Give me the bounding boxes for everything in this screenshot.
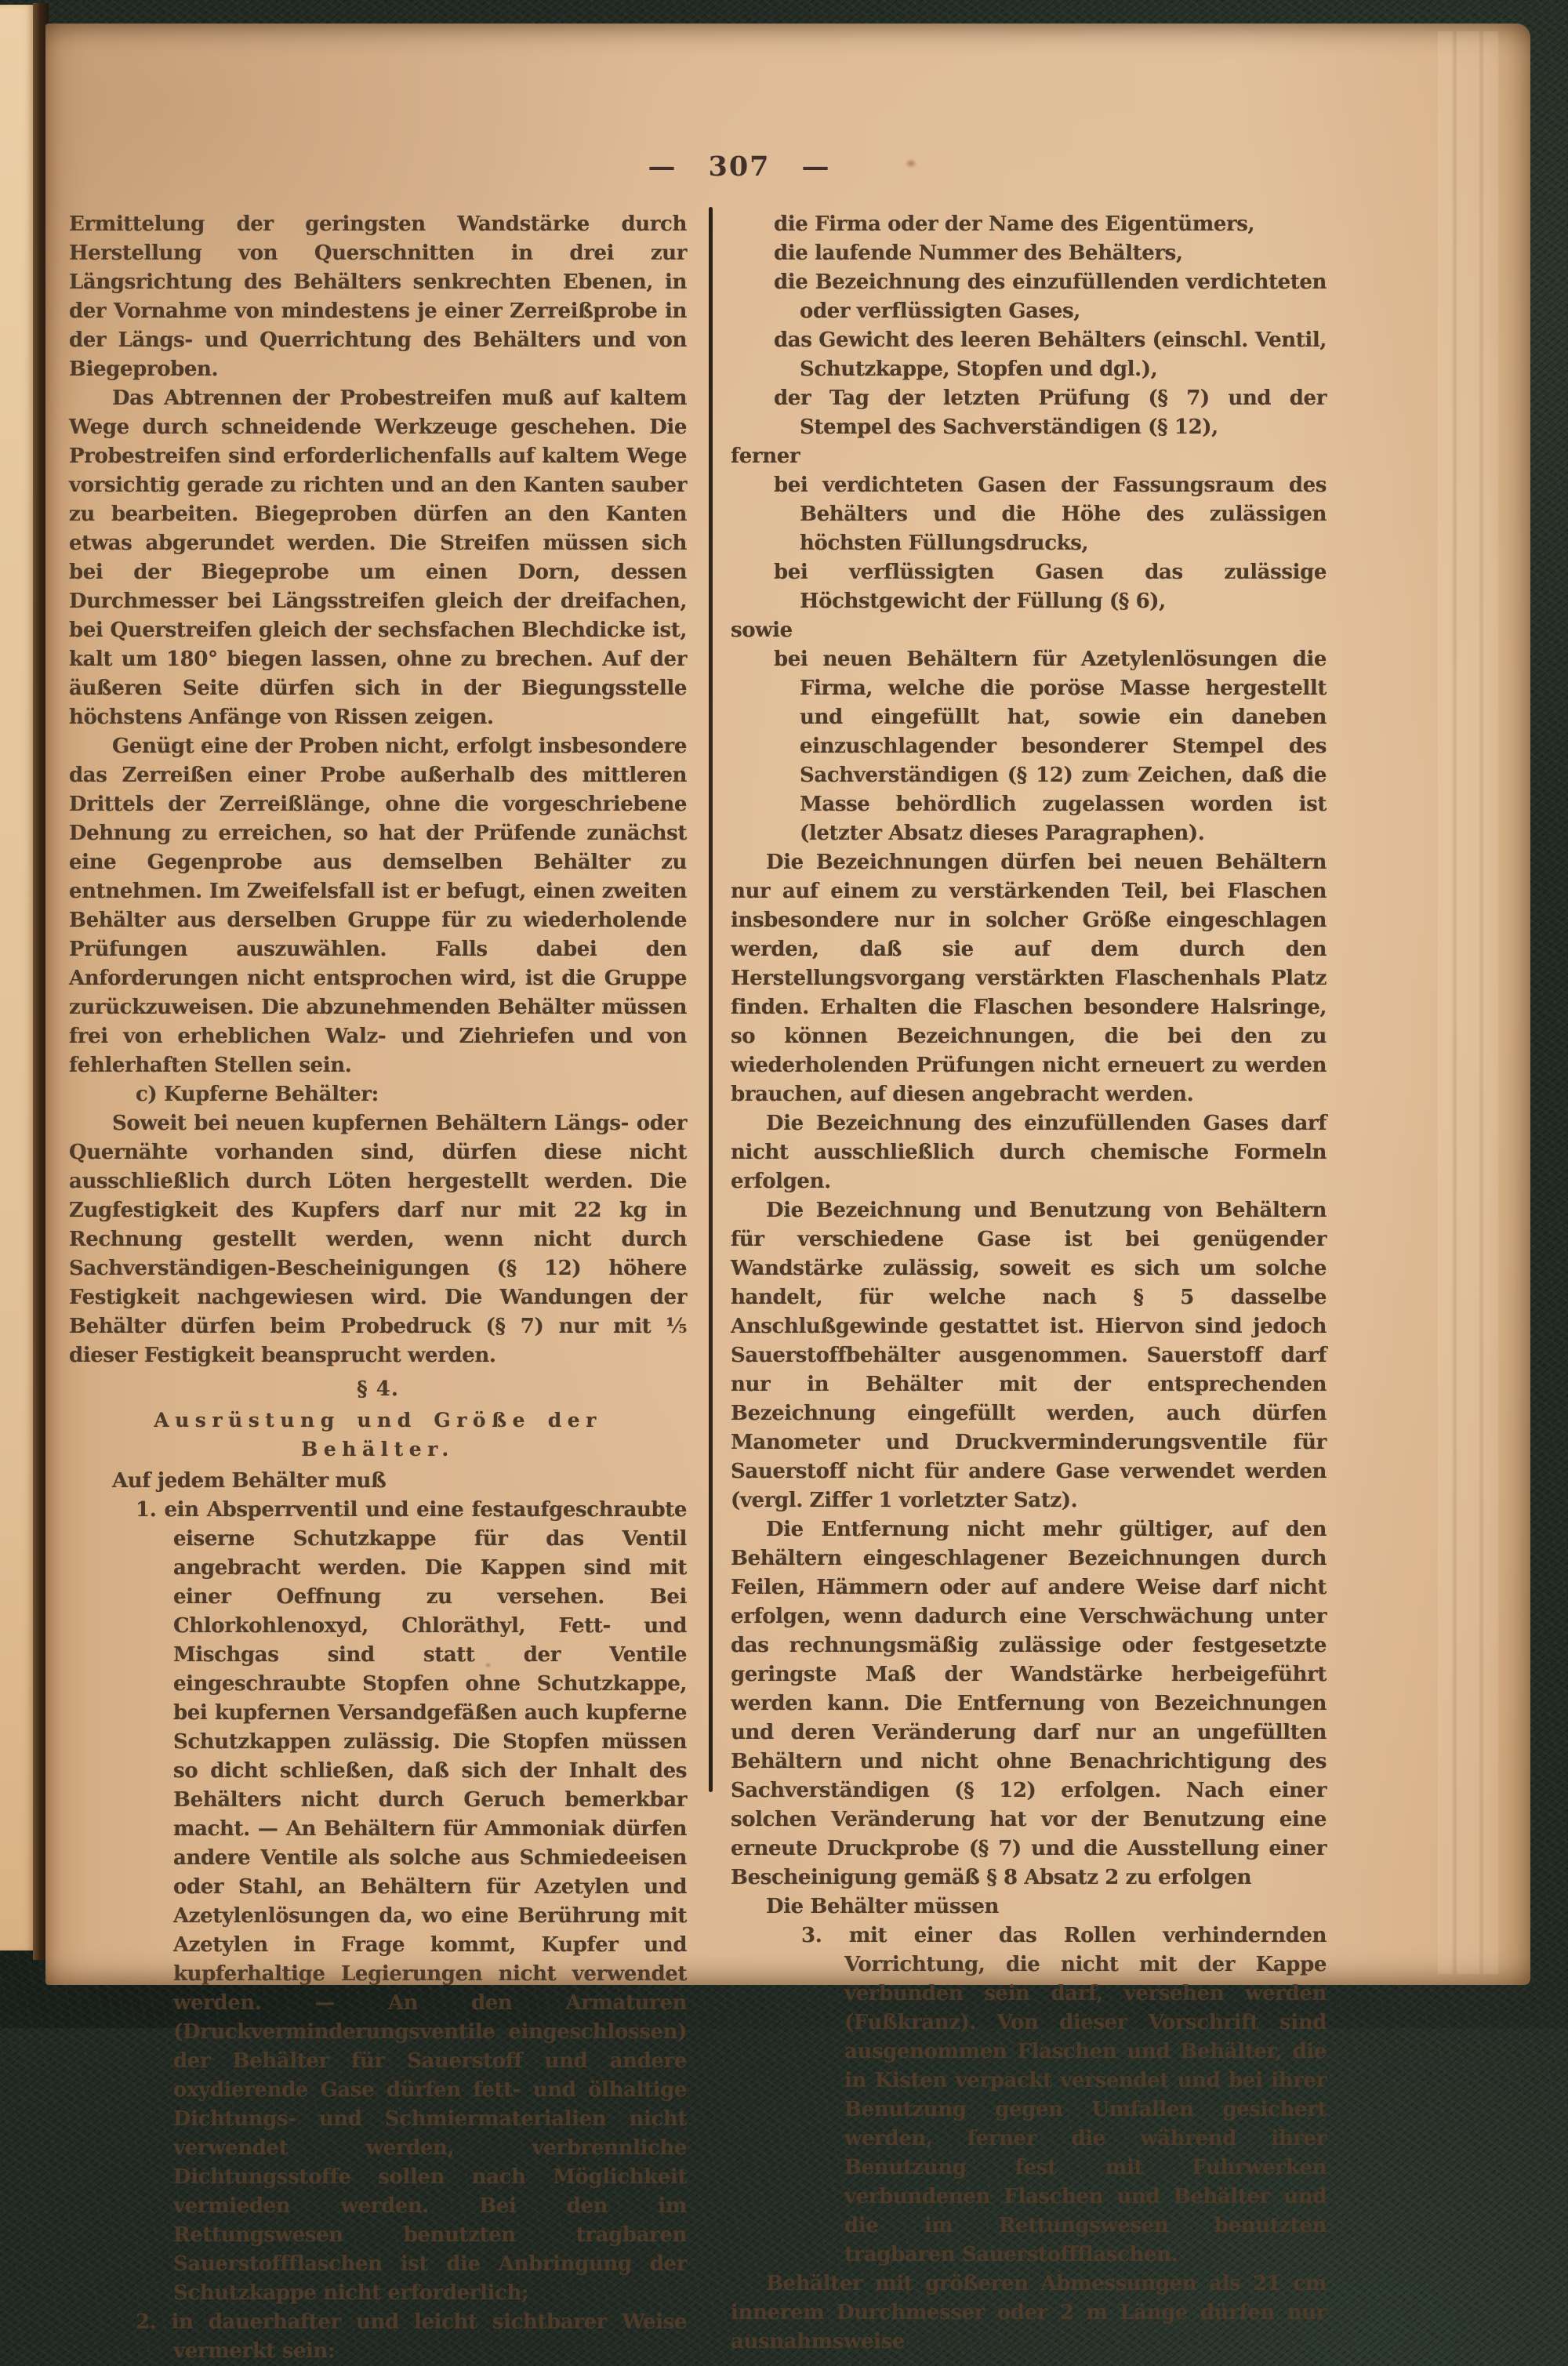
paragraph: Die Behälter müssen xyxy=(766,1895,999,1918)
page-number-value: 307 xyxy=(708,151,771,183)
paragraph: Soweit bei neuen kupfernen Behältern Längs- oder Quernähte vorhanden sind, dürfen diese nicht ausschließlich durch Löten hergestellt werden. Die Zugfestigkeit des Kupfers darf nur mit 22 kg in Rechnung gestellt werden, wenn nicht durch Sachverständigen-Bescheinigungen (§ 12) höhere Festigkeit nachgewiesen wird. Die Wandungen der Behälter dürfen beim Probedruck (§ 7) nur mit ⅕ dieser Festigkeit beansprucht werden. xyxy=(69,1112,687,1367)
paragraph: Die Entfernung nicht mehr gültiger, auf den Behältern eingeschlagener Bezeichnungen durch Feilen, Hämmern oder auf andere Weise darf nicht erfolgen, wenn dadurch eine Verschwächung unter das rechnungsmäßig zulässige oder festgesetzte geringste Maß der Wandstärke herbeigeführt werden kann. Die Entfernung von Bezeichnungen und deren Veränderung darf nur an ungefüllten Behältern und nicht ohne Benachrichtigung des Sachverständigen (§ 12) erfolgen. Nach einer solchen Veränderung hat vor der Benutzung eine erneute Druckprobe (§ 7) und die Ausstellung einer Bescheinigung gemäß § 8 Absatz 2 zu erfolgen xyxy=(731,1518,1327,1889)
hanging-list-item: die Firma oder der Name des Eigentümers, xyxy=(774,212,1255,236)
hanging-list-item: die Bezeichnung des einzufüllenden verdichteten oder verflüssigten Gases, xyxy=(774,270,1327,323)
left-column xyxy=(69,210,687,2366)
paragraph: Die Bezeichnung des einzufüllenden Gases darf nicht ausschließlich durch chemische Formeln erfolgen. xyxy=(731,1112,1327,1193)
paragraph: Genügt eine der Proben nicht, erfolgt insbesondere das Zerreißen einer Probe außerhalb des mittleren Drittels der Zerreißlänge, ohne die vorgeschriebene Dehnung zu erreichen, so hat der Prüfende zunächst eine Gegenprobe aus demselben Behälter zu entnehmen. Im Zweifelsfall ist er befugt, einen zweiten Behälter aus derselben Gruppe für zu wiederholende Prüfungen auszuwählen. Falls dabei den Anforderungen nicht entsprochen wird, ist die Gruppe zurückzuweisen. Die abzunehmenden Behälter müssen frei von erheblichen Walz- und Ziehriefen und von fehlerhaften Stellen sein. xyxy=(69,735,687,1077)
paragraph: Die Bezeichnung und Benutzung von Behältern für verschiedene Gase ist bei genügender Wandstärke zulässig, soweit es sich um solche handelt, für welche nach § 5 dasselbe Anschlußgewinde gestattet ist. Hiervon sind jedoch Sauerstoffbehälter ausgenommen. Sauerstoff darf nur in Behälter mit der entsprechenden Bezeichnung eingefüllt werden, auch dürfen Manometer und Druckverminderungsventile für Sauerstoff nicht für andere Gase verwendet werden (vergl. Ziffer 1 vorletzter Satz). xyxy=(731,1199,1327,1512)
hanging-list-item: bei verflüssigten Gasen das zulässige Höchstgewicht der Füllung (§ 6), xyxy=(774,561,1327,613)
connector-word: ferner xyxy=(731,445,800,468)
paragraph: Das Abtrennen der Probestreifen muß auf kaltem Wege durch schneidende Werkzeuge geschehen. Die Probestreifen sind erforderlichenfalls auf kaltem Wege vorsichtig gerade zu richten und an den Kanten sauber zu bearbeiten. Biegeproben dürfen an den Kanten etwas abgerundet werden. Die Streifen müssen sich bei der Biegeprobe um einen Dorn, dessen Durchmesser bei Längsstreifen gleich der dreifachen, bei Querstreifen gleich der sechsfachen Blechdicke ist, kalt um 180° biegen lassen, ohne zu brechen. Auf der äußeren Seite dürfen sich in der Biegungsstelle höchstens Anfänge von Rissen zeigen. xyxy=(69,386,687,729)
hanging-list-item: der Tag der letzten Prüfung (§ 7) und der Stempel des Sachverständigen (§ 12), xyxy=(774,386,1327,439)
paragraph-continuation: Ermittelung der geringsten Wandstärke durch Herstellung von Querschnitten in drei zur Längsrichtung des Behälters senkrechten Ebenen, in der Vornahme von mindestens je einer Zerreißprobe in der Längs- und Querrichtung des Behälters und von Biegeproben. xyxy=(69,212,687,381)
page-number-dash-left: — xyxy=(648,151,677,183)
section-number: § 4. xyxy=(357,1377,399,1401)
book-page xyxy=(45,24,1530,2363)
hanging-list-item: bei verdichteten Gasen der Fassungsraum des Behälters und die Höhe des zulässigen höchsten Füllungsdrucks, xyxy=(774,474,1327,555)
hanging-list-item: das Gewicht des leeren Behälters (einschl. Ventil, Schutzkappe, Stopfen und dgl.), xyxy=(774,328,1327,381)
paragraph: Behälter mit größeren Abmessungen als 21 cm innerem Durchmesser oder 2 m Länge dürfen nur ausnahmsweise xyxy=(731,2272,1327,2353)
numbered-list-item: 3. mit einer das Rollen verhindernden Vorrichtung, die nicht mit der Kappe verbunden sein darf, versehen werden (Fußkranz). Von dieser Vorschrift sind ausgenommen Flaschen und Behälter, die in Kisten verpackt versendet und bei ihrer Benutzung gegen Umfallen gesichert werden, ferner die während ihrer Benutzung fest mit Fuhrwerken verbundenen Flaschen und Behälter und die im Rettungswesen benutzten tragbaren Sauerstoffflaschen. xyxy=(801,1924,1327,2266)
right-column xyxy=(731,210,1327,2357)
page-number-dash-right: — xyxy=(801,151,831,183)
hanging-list-item: die laufende Nummer des Behälters, xyxy=(774,241,1183,265)
connector-word: sowie xyxy=(731,619,793,642)
sub-item-label: c) Kupferne Behälter: xyxy=(136,1083,379,1106)
page-number xyxy=(81,151,1398,183)
page-edge-creases xyxy=(1438,31,1510,1974)
section-heading: Ausrüstung und Größe der Behälter. xyxy=(154,1409,602,1461)
paragraph: Auf jedem Behälter muß xyxy=(112,1469,387,1493)
paragraph: Die Bezeichnungen dürfen bei neuen Behältern nur auf einem zu verstärkenden Teil, bei Flaschen insbesondere nur in solcher Größe eingeschlagen werden, daß sie auf dem durch den Herstellungsvorgang verstärkten Flaschenhals Platz finden. Erhalten die Flaschen besondere Halsringe, so können Bezeichnungen, die bei den zu wiederholenden Prüfungen nicht erneuert zu werden brauchen, auf diesen angebracht werden. xyxy=(731,851,1327,1106)
numbered-list-item: 2. in dauerhafter und leicht sichtbarer Weise vermerkt sein: xyxy=(136,2310,687,2363)
hanging-list-item: bei neuen Behältern für Azetylenlösungen die Firma, welche die poröse Masse hergestellt und eingefüllt hat, sowie ein daneben einzuschlagender besonderer Stempel des Sachverständigen (§ 12) zum Zeichen, daß die Masse behördlich zugelassen worden ist (letzter Absatz dieses Paragraphen). xyxy=(774,648,1327,845)
page-stack-edge xyxy=(0,5,34,1950)
column-divider xyxy=(709,207,713,1792)
numbered-list-item: 1. ein Absperrventil und eine festaufgeschraubte eiserne Schutzkappe für das Ventil angebracht werden. Die Kappen sind mit einer Oeffnung zu versehen. Bei Chlorkohlenoxyd, Chloräthyl, Fett- und Mischgas sind statt der Ventile eingeschraubte Stopfen ohne Schutzkappe, bei kupfernen Versandgefäßen auch kupferne Schutzkappen zulässig. Die Stopfen müssen so dicht schließen, daß sich der Inhalt des Behälters nicht durch Geruch bemerkbar macht. — An Behältern für Ammoniak dürfen andere Ventile als solche aus Schmiedeeisen oder Stahl, an Behältern für Azetylen und Azetylenlösungen da, wo eine Berührung mit Azetylen in Frage kommt, Kupfer und kupferhaltige Legierungen nicht verwendet werden. — An den Armaturen (Druckverminderungsventile eingeschlossen) der Behälter für Sauerstoff und andere oxydierende Gase dürfen fett- und ölhaltige Dichtungs- und Schmiermaterialien nicht verwendet werden, verbrennliche Dichtungsstoffe sollen nach Möglichkeit vermieden werden. Bei den im Rettungswesen benutzten tragbaren Sauerstoffflaschen ist die Anbringung der Schutzkappe nicht erforderlich; xyxy=(136,1498,687,2305)
